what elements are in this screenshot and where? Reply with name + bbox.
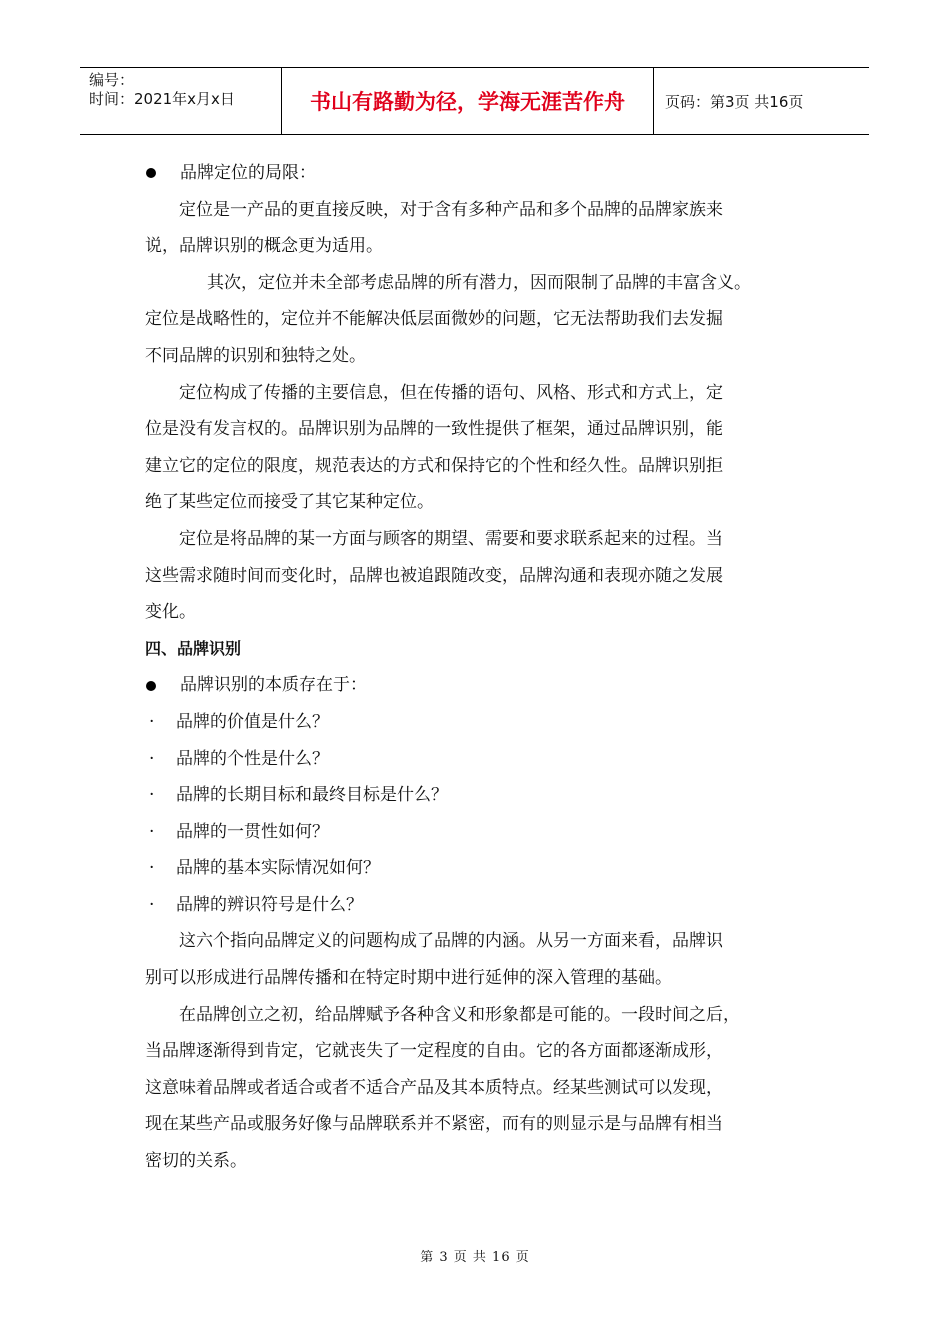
header-page: 页码：第3页 共16页	[665, 92, 804, 111]
section-heading: 四、品牌识别	[145, 638, 242, 658]
paragraph-line: 不同品牌的识别和独特之处。	[145, 345, 366, 366]
bullet-icon	[146, 681, 156, 691]
header-table	[80, 67, 869, 135]
paragraph-line: 当品牌逐渐得到肯定，它就丧失了一定程度的自由。它的各方面都逐渐成形，	[145, 1041, 723, 1062]
question-item: · 品牌的一贯性如何？	[145, 814, 825, 851]
page-footer: 第 3 页 共 16 页	[420, 1250, 530, 1265]
paragraph-line: 这六个指向品牌定义的问题构成了品牌的内涵。从另一方面来看，品牌识	[179, 931, 723, 952]
paragraph-line: 定位是将品牌的某一方面与顾客的期望、需要和要求联系起来的过程。当	[179, 528, 723, 549]
small-bullet-icon: ·	[149, 858, 155, 879]
header-meta	[80, 68, 282, 134]
paragraph-line: 现在某些产品或服务好像与品牌联系并不紧密，而有的则显示是与品牌有相当	[145, 1114, 723, 1135]
paragraph-line: 说，品牌识别的概念更为适用。	[145, 236, 383, 257]
number-label: 编号：	[89, 71, 135, 89]
paragraph-line: 密切的关系。	[145, 1151, 247, 1172]
paragraph-line: 定位是一产品的更直接反映，对于含有多种产品和多个品牌的品牌家族来	[179, 199, 723, 220]
paragraph-line: 建立它的定位的限度，规范表达的方式和保持它的个性和经久性。品牌识别拒	[145, 455, 723, 476]
question-item: · 品牌的长期目标和最终目标是什么？	[145, 777, 825, 814]
paragraph-line: 定位是战略性的，定位并不能解决低层面微妙的问题，它无法帮助我们去发掘	[145, 309, 723, 330]
paragraph-line: 位是没有发言权的。品牌识别为品牌的一致性提供了框架，通过品牌识别，能	[145, 419, 723, 440]
paragraph-line: 绝了某些定位而接受了其它某种定位。	[145, 492, 434, 513]
bullet-item: 品牌识别的本质存在于：	[145, 667, 825, 704]
question-item: · 品牌的基本实际情况如何？	[145, 850, 825, 887]
paragraph-line: 其次，定位并未全部考虑品牌的所有潜力，因而限制了品牌的丰富含义。	[207, 272, 751, 293]
bullet-icon	[146, 168, 156, 178]
paragraph-line: 别可以形成进行品牌传播和在特定时期中进行延伸的深入管理的基础。	[145, 968, 672, 989]
bullet-item: 品牌定位的局限：	[145, 155, 825, 192]
question-item: · 品牌的个性是什么？	[145, 741, 825, 778]
header-motto: 书山有路勤为径，学海无涯苦作舟	[282, 68, 654, 134]
small-bullet-icon: ·	[149, 711, 155, 732]
small-bullet-icon: ·	[149, 894, 155, 915]
question-item: · 品牌的辨识符号是什么？	[145, 887, 825, 924]
small-bullet-icon: ·	[149, 821, 155, 842]
question-item: · 品牌的价值是什么？	[145, 704, 825, 741]
paragraph-line: 这些需求随时间而变化时，品牌也被追跟随改变，品牌沟通和表现亦随之发展	[145, 565, 723, 586]
paragraph-line: 在品牌创立之初，给品牌赋予各种含义和形象都是可能的。一段时间之后，	[179, 1004, 740, 1025]
date-label: 时间：2021年x月x日	[89, 90, 235, 108]
document-body	[145, 155, 825, 1180]
paragraph-line: 定位构成了传播的主要信息，但在传播的语句、风格、形式和方式上，定	[179, 382, 723, 403]
small-bullet-icon: ·	[149, 785, 155, 806]
paragraph-line: 变化。	[145, 602, 196, 623]
paragraph-line: 这意味着品牌或者适合或者不适合产品及其本质特点。经某些测试可以发现，	[145, 1077, 723, 1098]
small-bullet-icon: ·	[149, 748, 155, 769]
